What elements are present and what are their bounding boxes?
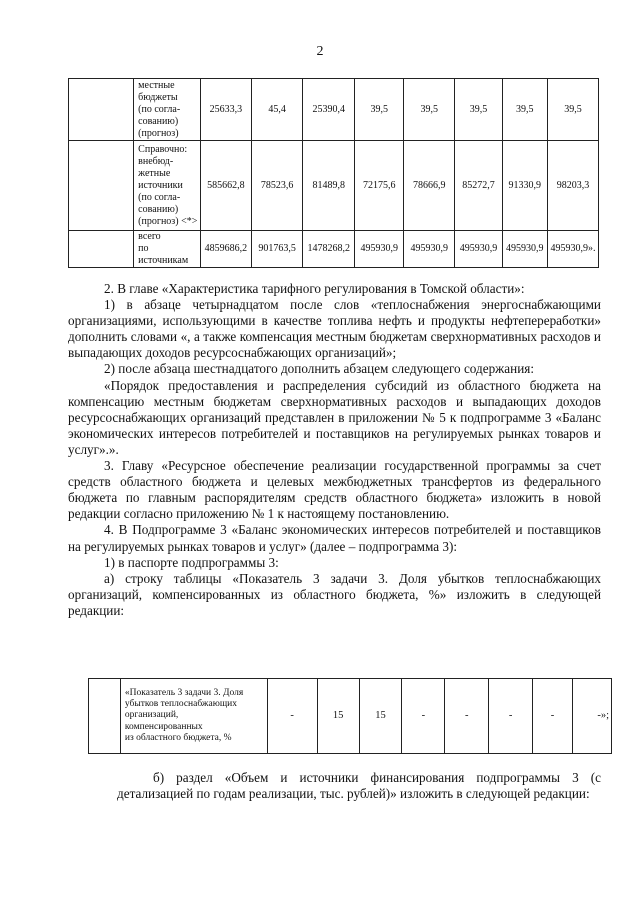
- table-cell: 1478268,2: [303, 231, 355, 268]
- table-cell: 4859686,2: [200, 231, 251, 268]
- row-label: [134, 141, 201, 231]
- label-line: всего: [138, 231, 161, 242]
- label-line: жетные: [138, 167, 171, 179]
- table-cell: -»;: [573, 679, 612, 754]
- table-cell: -: [445, 679, 489, 754]
- table-cell: 25633,3: [200, 79, 251, 141]
- table-cell: 85272,7: [455, 141, 502, 231]
- paragraph: 1) в абзаце четырнадцатом после слов «теплоснабжения энергоснабжающими организациями, использующими в качестве топлива нефть и продукты нефтепереработки» дополнить словами «, а также компенсация местным бюджетам сверхнормативных расходов и выпадающих доходов ресурсоснабжающих организаций»;: [68, 297, 601, 361]
- label-line: (прогноз): [138, 127, 179, 139]
- table-cell: 15: [359, 679, 402, 754]
- table-cell: 78666,9: [404, 141, 455, 231]
- table-cell: 15: [317, 679, 359, 754]
- table-cell: 495930,9».: [548, 231, 599, 268]
- table-cell: -: [489, 679, 533, 754]
- table-cell: 91330,9: [502, 141, 547, 231]
- table-cell: 585662,8: [200, 141, 251, 231]
- table-cell: 45,4: [251, 79, 302, 141]
- table-cell: [89, 679, 121, 754]
- table-cell: 901763,5: [251, 231, 302, 268]
- table-cell: 72175,6: [355, 141, 404, 231]
- table-cell: 39,5: [548, 79, 599, 141]
- table-cell: 39,5: [355, 79, 404, 141]
- label-line: источники: [138, 179, 183, 191]
- table-cell: -: [402, 679, 445, 754]
- paragraph: 2. В главе «Характеристика тарифного регулирования в Томской области»:: [104, 281, 525, 296]
- paragraph: а) строку таблицы «Показатель 3 задачи 3. Доля убытков теплоснабжающих организаций, компенсированных из областного бюджета, %» изложить в следующей редакции:: [68, 570, 601, 618]
- financing-table: [68, 78, 599, 268]
- table-cell: 39,5: [404, 79, 455, 141]
- indicator-table: [88, 678, 612, 754]
- table-row: [69, 141, 599, 231]
- table-row: [89, 679, 612, 754]
- paragraph: «Порядок предоставления и распределения субсидий из областного бюджета на компенсацию местным бюджетам сверхнормативных расходов и выпадающих доходов ресурсоснабжающих организаций представлен в приложении № 5 к подпрограмме 3 «Баланс экономических интересов потребителей и поставщиков на регулируемых рынках товаров и услуг».».: [68, 377, 601, 457]
- table-cell: 495930,9: [455, 231, 502, 268]
- label-line: убытков теплоснабжающих: [124, 699, 237, 710]
- label-line: (по согла-: [138, 191, 181, 203]
- paragraph: 1) в паспорте подпрограммы 3:: [104, 554, 279, 570]
- page-number: 2: [316, 44, 324, 59]
- table-cell: -: [267, 679, 317, 754]
- table-cell: 98203,3: [548, 141, 599, 231]
- table-cell: [69, 79, 134, 141]
- final-text: [117, 770, 601, 802]
- table-cell: 81489,8: [303, 141, 355, 231]
- label-line: сованию): [138, 115, 179, 127]
- main-text: [68, 281, 601, 619]
- table-cell: 495930,9: [355, 231, 404, 268]
- label-line: из областного бюджета, %: [124, 732, 232, 743]
- table-cell: 495930,9: [404, 231, 455, 268]
- label-line: сованию): [138, 203, 179, 215]
- label-line: «Показатель 3 задачи 3. Доля: [124, 687, 244, 698]
- table-cell: [69, 231, 134, 268]
- table-cell: -: [533, 679, 573, 754]
- label-line: по: [138, 243, 149, 254]
- label-line: бюджеты: [138, 91, 178, 103]
- table-cell: 39,5: [455, 79, 502, 141]
- table-cell: 25390,4: [303, 79, 355, 141]
- label-line: организаций,: [124, 710, 179, 721]
- table-row: [69, 79, 599, 141]
- table-cell: 78523,6: [251, 141, 302, 231]
- label-line: (прогноз) <*>: [138, 215, 198, 227]
- paragraph: 3. Главу «Ресурсное обеспечение реализации государственной программы за счет средств областного бюджета и целевых межбюджетных трансфертов из федерального бюджета по главным распорядителям средств областного бюджета» изложить в новой редакции согласно приложению № 1 к настоящему постановлению.: [68, 458, 601, 522]
- label-line: Справочно:: [138, 143, 188, 155]
- paragraph: б) раздел «Объем и источники финансирования подпрограммы 3 (с детализацией по годам реализации, тыс. рублей)» изложить в следующей редакции:: [117, 770, 601, 802]
- paragraph: 4. В Подпрограмме 3 «Баланс экономических интересов потребителей и поставщиков на регулируемых рынках товаров и услуг» (далее – подпрограмма 3):: [68, 522, 601, 554]
- row-label: [134, 79, 201, 141]
- label-line: внебюд-: [138, 155, 174, 167]
- table-row: [69, 231, 599, 268]
- paragraph: 2) после абзаца шестнадцатого дополнить абзацем следующего содержания:: [104, 361, 534, 377]
- label-line: (по согла-: [138, 103, 181, 115]
- table-cell: [69, 141, 134, 231]
- label-line: местные: [138, 79, 175, 91]
- indicator-label: [120, 679, 267, 754]
- label-line: компенсированных: [124, 721, 203, 732]
- table-cell: 39,5: [502, 79, 547, 141]
- row-label: [134, 231, 201, 268]
- label-line: источникам: [138, 255, 189, 266]
- table-cell: 495930,9: [502, 231, 547, 268]
